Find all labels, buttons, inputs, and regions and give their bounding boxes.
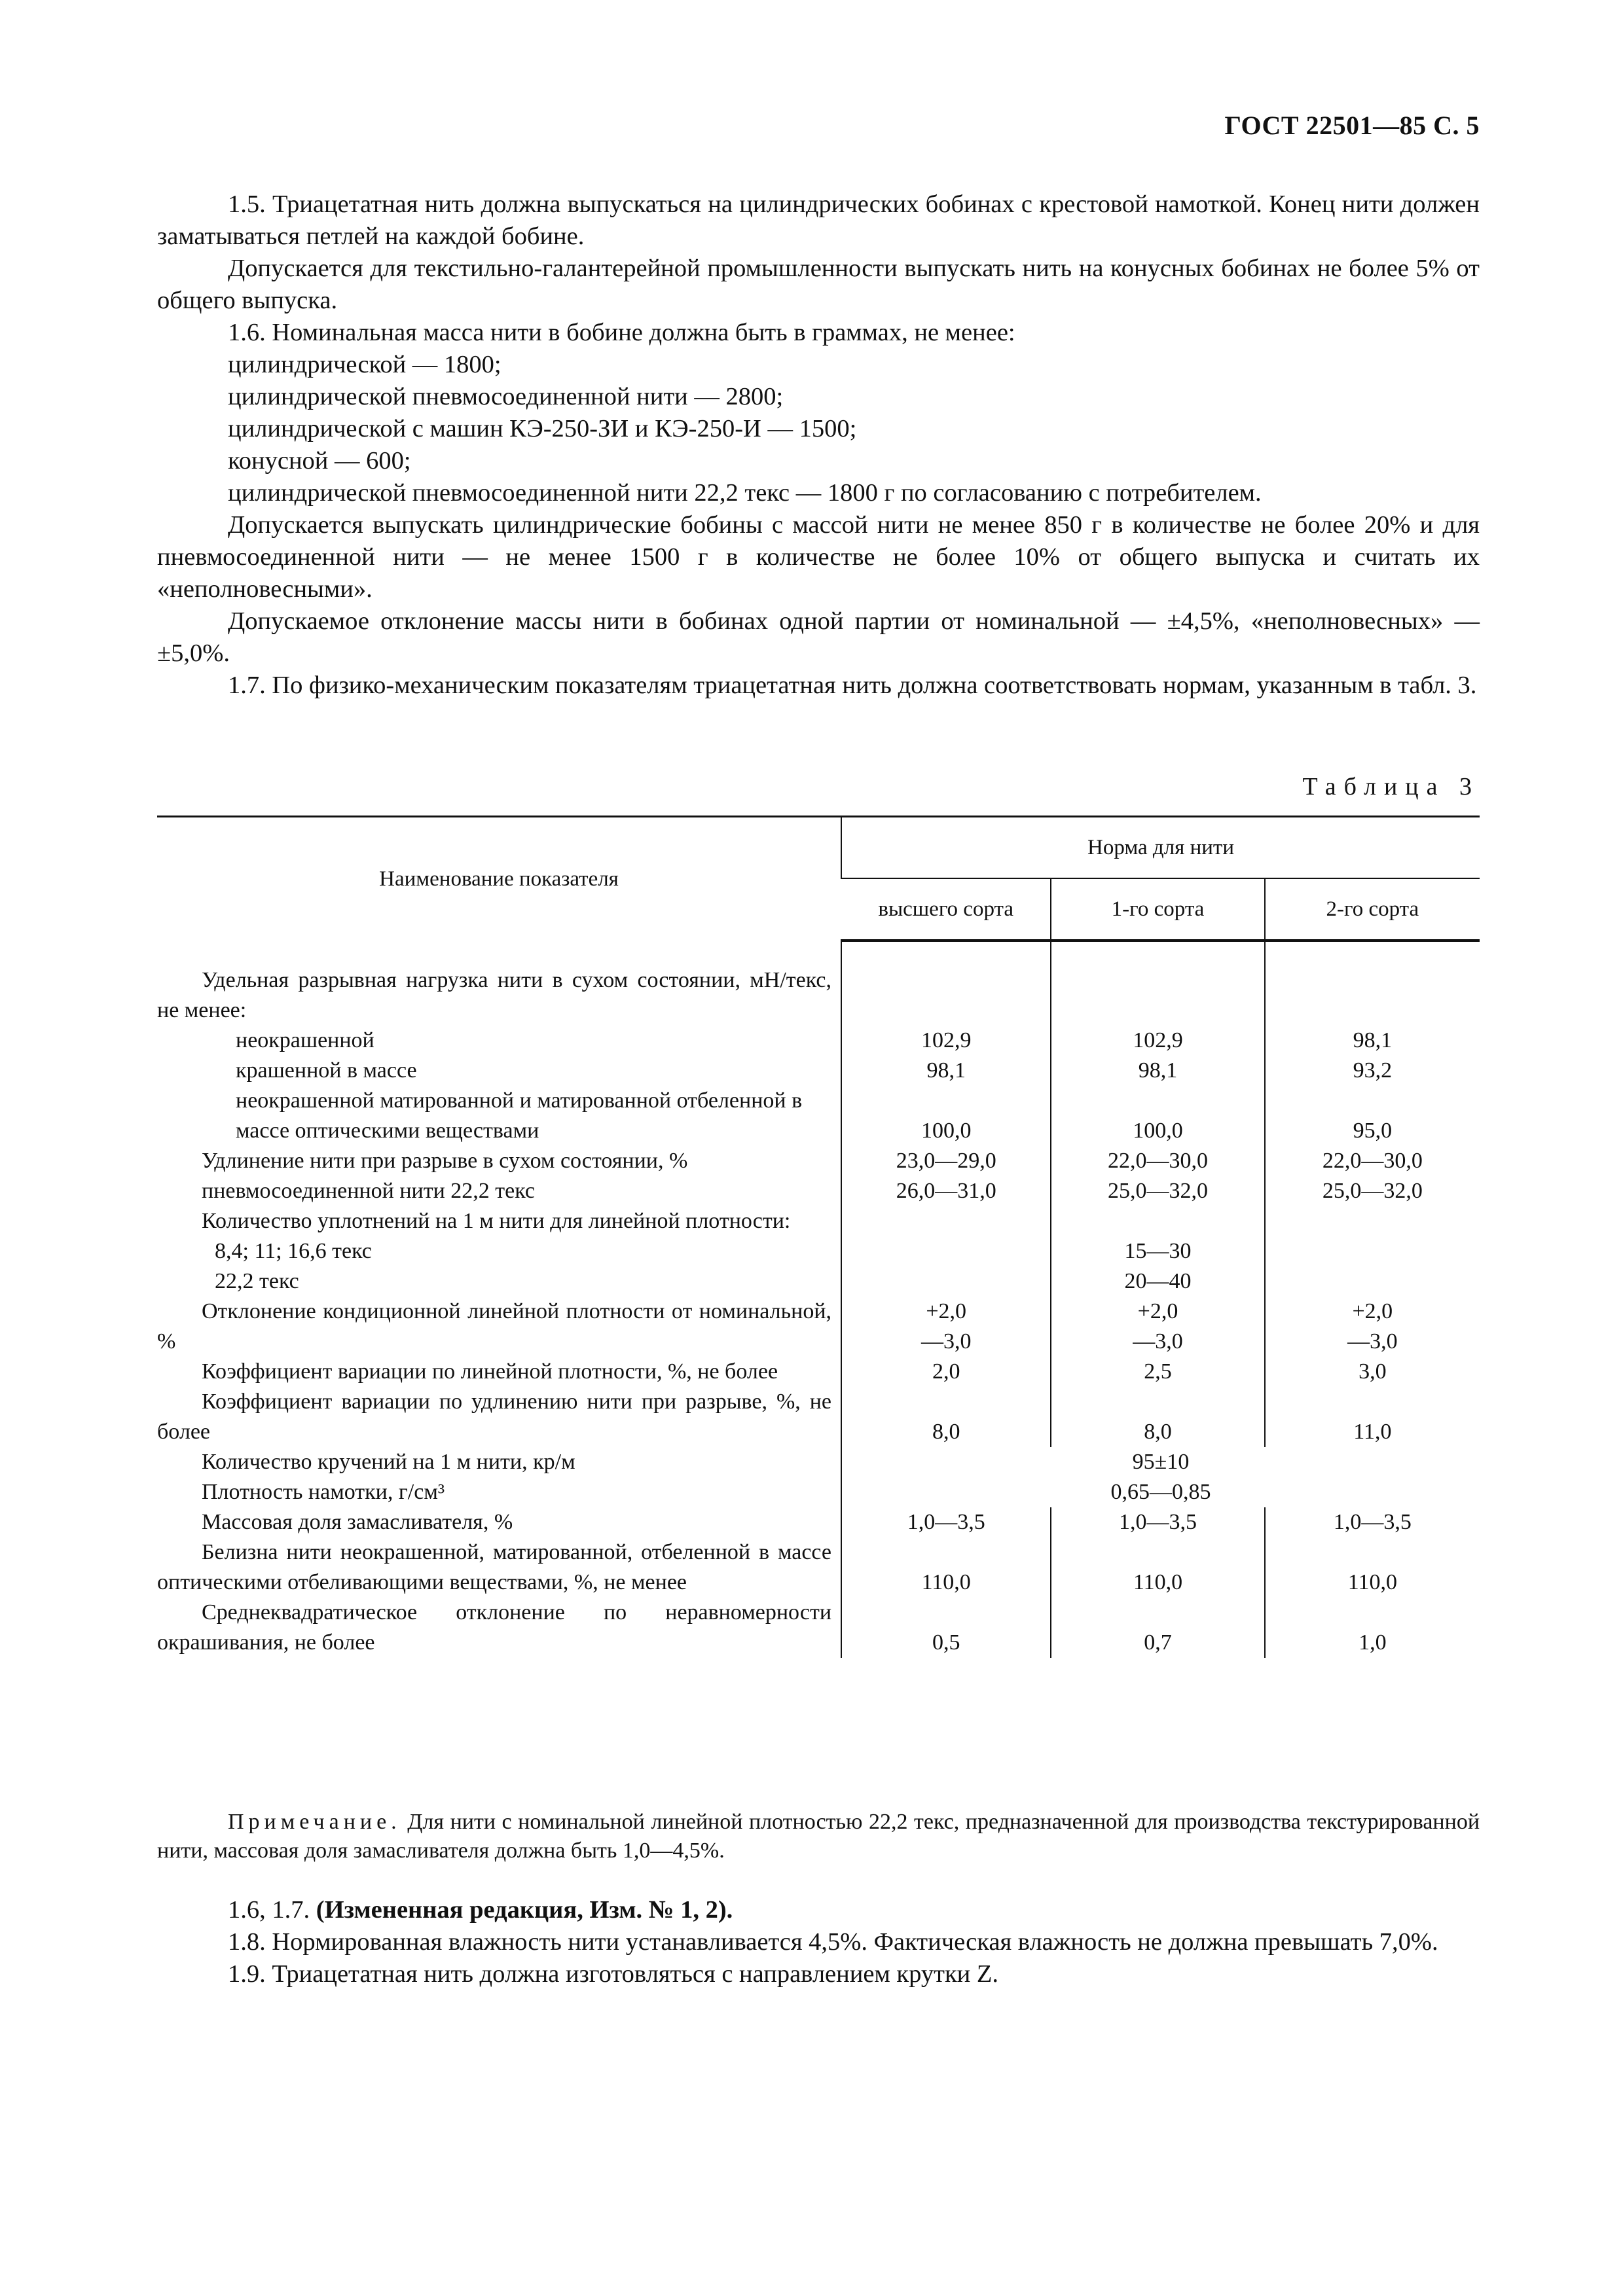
table-row bbox=[157, 1056, 1480, 1086]
paragraph-1-8: 1.8. Нормированная влажность нити устанавливается 4,5%. Фактическая влажность не должна превышать 7,0%. bbox=[228, 1928, 1438, 1956]
row-value-first-grade bbox=[1051, 965, 1264, 1026]
body-top bbox=[157, 188, 1480, 702]
row-value-first-grade: +2,0 —3,0 bbox=[1051, 1297, 1264, 1357]
row-value-top-grade: 100,0 bbox=[841, 1086, 1051, 1146]
table-row bbox=[157, 1357, 1480, 1387]
row-label: неокрашенной матированной и матированной отбеленной в массе оптическими веществами bbox=[236, 1088, 803, 1143]
row-value-top-grade: 110,0 bbox=[841, 1537, 1051, 1598]
paragraph-1-5-b: Допускается для текстильно-галантерейной промышленности выпускать нить на конусных бобинах не более 5% от общего выпуска. bbox=[157, 255, 1480, 314]
amendment-line: 1.6, 1.7. (Измененная редакция, Изм. № 1, 2). bbox=[228, 1896, 733, 1924]
row-value-second-grade: 95,0 bbox=[1265, 1086, 1480, 1146]
row-value-first-grade: 20—40 bbox=[1051, 1266, 1264, 1297]
header-top-grade: высшего сорта bbox=[841, 878, 1051, 941]
header-second-grade: 2-го сорта bbox=[1265, 878, 1480, 941]
row-value-second-grade: 1,0 bbox=[1265, 1598, 1480, 1658]
row-value-all-grades: 95±10 bbox=[841, 1447, 1480, 1477]
row-label: Количество кручений на 1 м нити, кр/м bbox=[202, 1450, 575, 1474]
row-value-top-grade: 2,0 bbox=[841, 1357, 1051, 1387]
row-value-top-grade bbox=[841, 1236, 1051, 1266]
row-value-second-grade bbox=[1265, 965, 1480, 1026]
table-row bbox=[157, 1176, 1480, 1206]
table-spacer-row bbox=[157, 941, 1480, 965]
paragraph-1-6-c: Допускаемое отклонение массы нити в бобинах одной партии от номинальной — ±4,5%, «неполновесных» — ±5,0%. bbox=[157, 607, 1480, 667]
row-value-first-grade: 1,0—3,5 bbox=[1051, 1507, 1264, 1537]
row-value-top-grade: 26,0—31,0 bbox=[841, 1176, 1051, 1206]
note-text: Для нити с номинальной линейной плотностью 22,2 текс, предназначенной для производства текстурированной нити, массовая доля замасливателя должна быть 1,0—4,5%. bbox=[157, 1810, 1480, 1863]
row-value-first-grade: 98,1 bbox=[1051, 1056, 1264, 1086]
row-value-second-grade: 98,1 bbox=[1265, 1026, 1480, 1056]
row-label: Среднеквадратическое отклонение по неравномерности окрашивания, не более bbox=[157, 1600, 832, 1655]
row-label: 8,4; 11; 16,6 текс bbox=[215, 1239, 372, 1263]
row-value-first-grade: 0,7 bbox=[1051, 1598, 1264, 1658]
table-row bbox=[157, 1236, 1480, 1266]
body-bottom bbox=[157, 1894, 1480, 1990]
row-value-first-grade: 110,0 bbox=[1051, 1537, 1264, 1598]
paragraph-1-6: 1.6. Номинальная масса нити в бобине должна быть в граммах, не менее: bbox=[228, 319, 1015, 346]
table-row bbox=[157, 1086, 1480, 1146]
row-value-first-grade: 2,5 bbox=[1051, 1357, 1264, 1387]
row-value-top-grade: 102,9 bbox=[841, 1026, 1051, 1056]
row-value-second-grade: +2,0 —3,0 bbox=[1265, 1297, 1480, 1357]
row-value-second-grade bbox=[1265, 1266, 1480, 1297]
table-row bbox=[157, 1477, 1480, 1507]
table-caption: Таблица 3 bbox=[1302, 773, 1480, 800]
list-item: цилиндрической с машин КЭ-250-ЗИ и КЭ-250-И — 1500; bbox=[228, 415, 857, 442]
list-item: конусной — 600; bbox=[228, 447, 411, 475]
row-value-second-grade: 22,0—30,0 bbox=[1265, 1146, 1480, 1176]
paragraph-1-7: 1.7. По физико-механическим показателям триацетатная нить должна соответствовать нормам, указанным в табл. 3. bbox=[228, 672, 1477, 699]
paragraph-1-5: 1.5. Триацетатная нить должна выпускаться на цилиндрических бобинах с крестовой намоткой. Конец нити должен заматываться петлей на каждой бобине. bbox=[157, 190, 1480, 250]
row-value-second-grade: 11,0 bbox=[1265, 1387, 1480, 1447]
table-row bbox=[157, 1026, 1480, 1056]
row-label: Массовая доля замасливателя, % bbox=[202, 1510, 513, 1534]
table-row bbox=[157, 965, 1480, 1026]
row-value-first-grade: 15—30 bbox=[1051, 1236, 1264, 1266]
row-value-second-grade: 1,0—3,5 bbox=[1265, 1507, 1480, 1537]
row-value-top-grade: 23,0—29,0 bbox=[841, 1146, 1051, 1176]
table-row bbox=[157, 1598, 1480, 1658]
header-indicator-name: Наименование показателя bbox=[157, 817, 841, 941]
row-value-top-grade bbox=[841, 1206, 1051, 1236]
row-value-all-grades: 0,65—0,85 bbox=[841, 1477, 1480, 1507]
row-label: Количество уплотнений на 1 м нити для линейной плотности: bbox=[202, 1209, 791, 1233]
list-item: цилиндрической пневмосоединенной нити 22,2 текс — 1800 г по согласованию с потребителем. bbox=[228, 479, 1262, 507]
row-label: Удельная разрывная нагрузка нити в сухом состоянии, мН/текс, не менее: bbox=[157, 968, 832, 1022]
table-row bbox=[157, 1447, 1480, 1477]
table-row bbox=[157, 1387, 1480, 1447]
row-value-top-grade: 0,5 bbox=[841, 1598, 1051, 1658]
list-item: цилиндрической — 1800; bbox=[228, 351, 501, 378]
row-label: 22,2 текс bbox=[215, 1269, 299, 1293]
row-value-first-grade: 8,0 bbox=[1051, 1387, 1264, 1447]
table-row bbox=[157, 1206, 1480, 1236]
row-value-top-grade: 8,0 bbox=[841, 1387, 1051, 1447]
header-first-grade: 1-го сорта bbox=[1051, 878, 1264, 941]
row-label: крашенной в массе bbox=[236, 1058, 417, 1083]
row-value-second-grade bbox=[1265, 1236, 1480, 1266]
row-value-first-grade: 100,0 bbox=[1051, 1086, 1264, 1146]
row-value-top-grade: +2,0 —3,0 bbox=[841, 1297, 1051, 1357]
row-label: Белизна нити неокрашенной, матированной, отбеленной в массе оптическими отбеливающими веществами, %, не менее bbox=[157, 1540, 832, 1594]
table-row bbox=[157, 1507, 1480, 1537]
row-label: Удлинение нити при разрыве в сухом состоянии, % bbox=[202, 1149, 688, 1173]
row-value-top-grade: 1,0—3,5 bbox=[841, 1507, 1051, 1537]
row-value-second-grade: 93,2 bbox=[1265, 1056, 1480, 1086]
row-value-first-grade: 25,0—32,0 bbox=[1051, 1176, 1264, 1206]
row-value-first-grade: 22,0—30,0 bbox=[1051, 1146, 1264, 1176]
document-page bbox=[157, 0, 1480, 2296]
paragraph-1-9: 1.9. Триацетатная нить должна изготовляться с направлением крутки Z. bbox=[228, 1960, 999, 1988]
row-label: Плотность намотки, г/см³ bbox=[202, 1480, 445, 1504]
row-value-second-grade bbox=[1265, 1206, 1480, 1236]
header-norm-group: Норма для нити bbox=[841, 817, 1480, 879]
table-row bbox=[157, 1297, 1480, 1357]
amendment-bold: (Измененная редакция, Изм. № 1, 2). bbox=[316, 1896, 733, 1924]
note-lead: Примечание. bbox=[228, 1810, 401, 1834]
row-value-top-grade bbox=[841, 1266, 1051, 1297]
row-value-second-grade: 25,0—32,0 bbox=[1265, 1176, 1480, 1206]
table-note bbox=[157, 1808, 1480, 1865]
table-row bbox=[157, 1537, 1480, 1598]
paragraph-1-6-b: Допускается выпускать цилиндрические бобины с массой нити не менее 850 г в количестве не более 20% и для пневмосоединенной нити — не менее 1500 г в количестве не более 10% от общего выпуска и считать их «неполновесными». bbox=[157, 511, 1480, 603]
page-header: ГОСТ 22501—85 С. 5 bbox=[1224, 111, 1480, 140]
properties-table bbox=[157, 816, 1480, 1658]
row-value-top-grade: 98,1 bbox=[841, 1056, 1051, 1086]
row-value-second-grade: 110,0 bbox=[1265, 1537, 1480, 1598]
row-label: Отклонение кондиционной линейной плотности от номинальной, % bbox=[157, 1299, 832, 1354]
row-label: Коэффициент вариации по удлинению нити при разрыве, %, не более bbox=[157, 1390, 832, 1444]
row-value-first-grade: 102,9 bbox=[1051, 1026, 1264, 1056]
row-label: Коэффициент вариации по линейной плотности, %, не более bbox=[202, 1359, 778, 1384]
table-body bbox=[157, 941, 1480, 1658]
row-label: неокрашенной bbox=[236, 1028, 374, 1052]
row-value-second-grade: 3,0 bbox=[1265, 1357, 1480, 1387]
table-row bbox=[157, 1146, 1480, 1176]
row-label: пневмосоединенной нити 22,2 текс bbox=[202, 1179, 535, 1203]
table-row bbox=[157, 1266, 1480, 1297]
list-item: цилиндрической пневмосоединенной нити — 2800; bbox=[228, 383, 784, 410]
row-value-first-grade bbox=[1051, 1206, 1264, 1236]
row-value-top-grade bbox=[841, 965, 1051, 1026]
